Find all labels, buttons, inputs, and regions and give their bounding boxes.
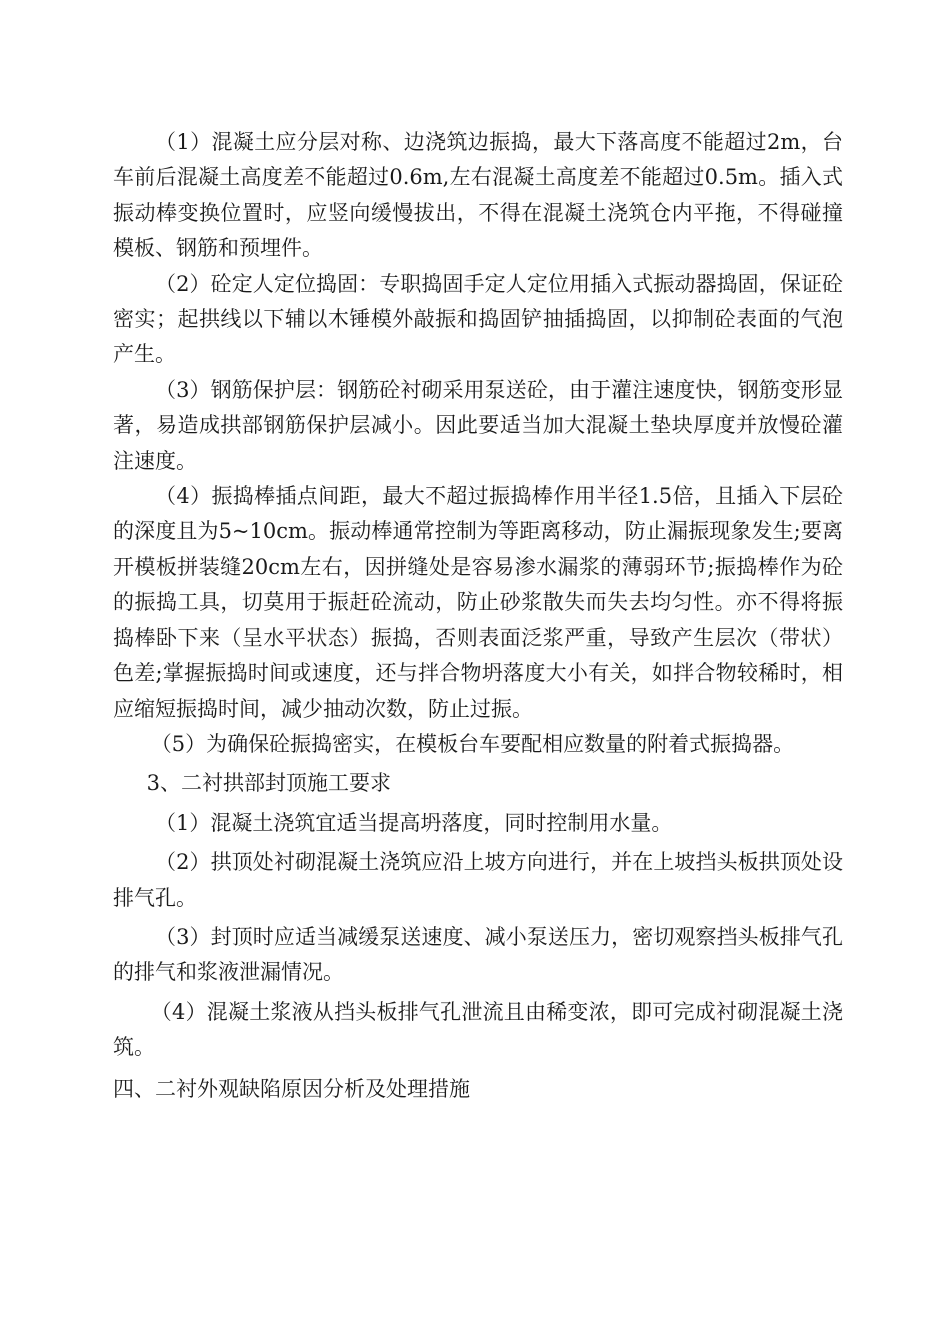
document-body [113, 125, 843, 1107]
chapter-4-heading: 四、二衬外观缺陷原因分析及处理措施 [113, 1076, 470, 1101]
section-3-item-4: （4）混凝土浆液从挡头板排气孔泄流且由稀变浓，即可完成衬砌混凝土浇筑。 [113, 999, 843, 1060]
paragraph-5: （5）为确保砼振捣密实，在模板台车要配相应数量的附着式振捣器。 [150, 731, 795, 756]
paragraph-2: （2）砼定人定位捣固：专职捣固手定人定位用插入式振动器捣固，保证砼密实；起拱线以下辅以木锤模外敲振和捣固铲抽插捣固，以抑制砼表面的气泡产生。 [113, 271, 843, 367]
paragraph-4: （4）振捣棒插点间距，最大不超过振捣棒作用半径1.5倍，且插入下层砼的深度且为5~10cm。振动棒通常控制为等距离移动，防止漏振现象发生;要离开模板拼装缝20cm左右，因拼缝处是容易渗水漏浆的薄弱环节;振捣棒作为砼的振捣工具，切莫用于振赶砼流动，防止砂浆散失而失去均匀性。亦不得将振捣棒卧下来（呈水平状态）振捣，否则表面泛浆严重，导致产生层次（带状）色差;掌握振捣时间或速度，还与拌合物坍落度大小有关，如拌合物较稀时，相应缩短振捣时间，减少抽动次数，防止过振。 [113, 484, 843, 721]
paragraph-3: （3）钢筋保护层：钢筋砼衬砌采用泵送砼，由于灌注速度快，钢筋变形显著，易造成拱部钢筋保护层减小。因此要适当加大混凝土垫块厚度并放慢砼灌注速度。 [113, 377, 843, 473]
section-3-item-3: （3）封顶时应适当减缓泵送速度、减小泵送压力，密切观察挡头板排气孔的排气和浆液泄漏情况。 [113, 924, 843, 985]
section-3-item-1: （1）混凝土浇筑宜适当提高坍落度，同时控制用水量。 [155, 810, 673, 835]
section-3-heading: 3、二衬拱部封顶施工要求 [146, 771, 391, 796]
section-3-item-2: （2）拱顶处衬砌混凝土浇筑应沿上坡方向进行，并在上坡挡头板拱顶处设排气孔。 [113, 850, 843, 910]
paragraph-1: （1）混凝土应分层对称、边浇筑边振捣，最大下落高度不能超过2m，台车前后混凝土高度差不能超过0.6m,左右混凝土高度差不能超过0.5m。插入式振动棒变换位置时，应竖向缓慢拔出，不得在混凝土浇筑仓内平拖，不得碰撞模板、钢筋和预埋件。 [113, 130, 843, 261]
